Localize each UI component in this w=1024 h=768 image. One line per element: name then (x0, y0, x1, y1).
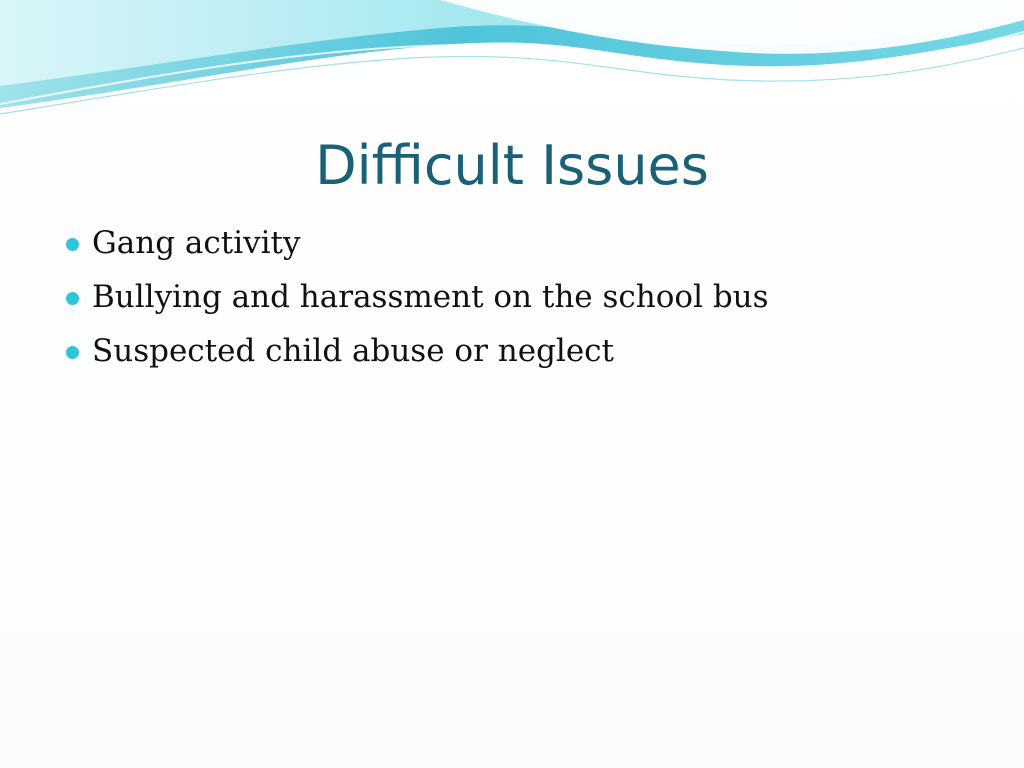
bullet-item-child-abuse (66, 324, 966, 378)
bullet-list (66, 216, 966, 378)
slide-title: Difficult Issues (315, 134, 709, 197)
bullet-icon (66, 238, 79, 251)
bullet-text: Suspected child abuse or neglect (92, 333, 614, 369)
bullet-text: Gang activity (92, 225, 301, 261)
bullet-icon (66, 346, 79, 359)
bullet-icon (66, 292, 79, 305)
bullet-item-bullying (66, 270, 966, 324)
bullet-item-gang-activity (66, 216, 966, 270)
bullet-text: Bullying and harassment on the school bus (92, 279, 769, 315)
decorative-wave-header (0, 0, 1024, 130)
